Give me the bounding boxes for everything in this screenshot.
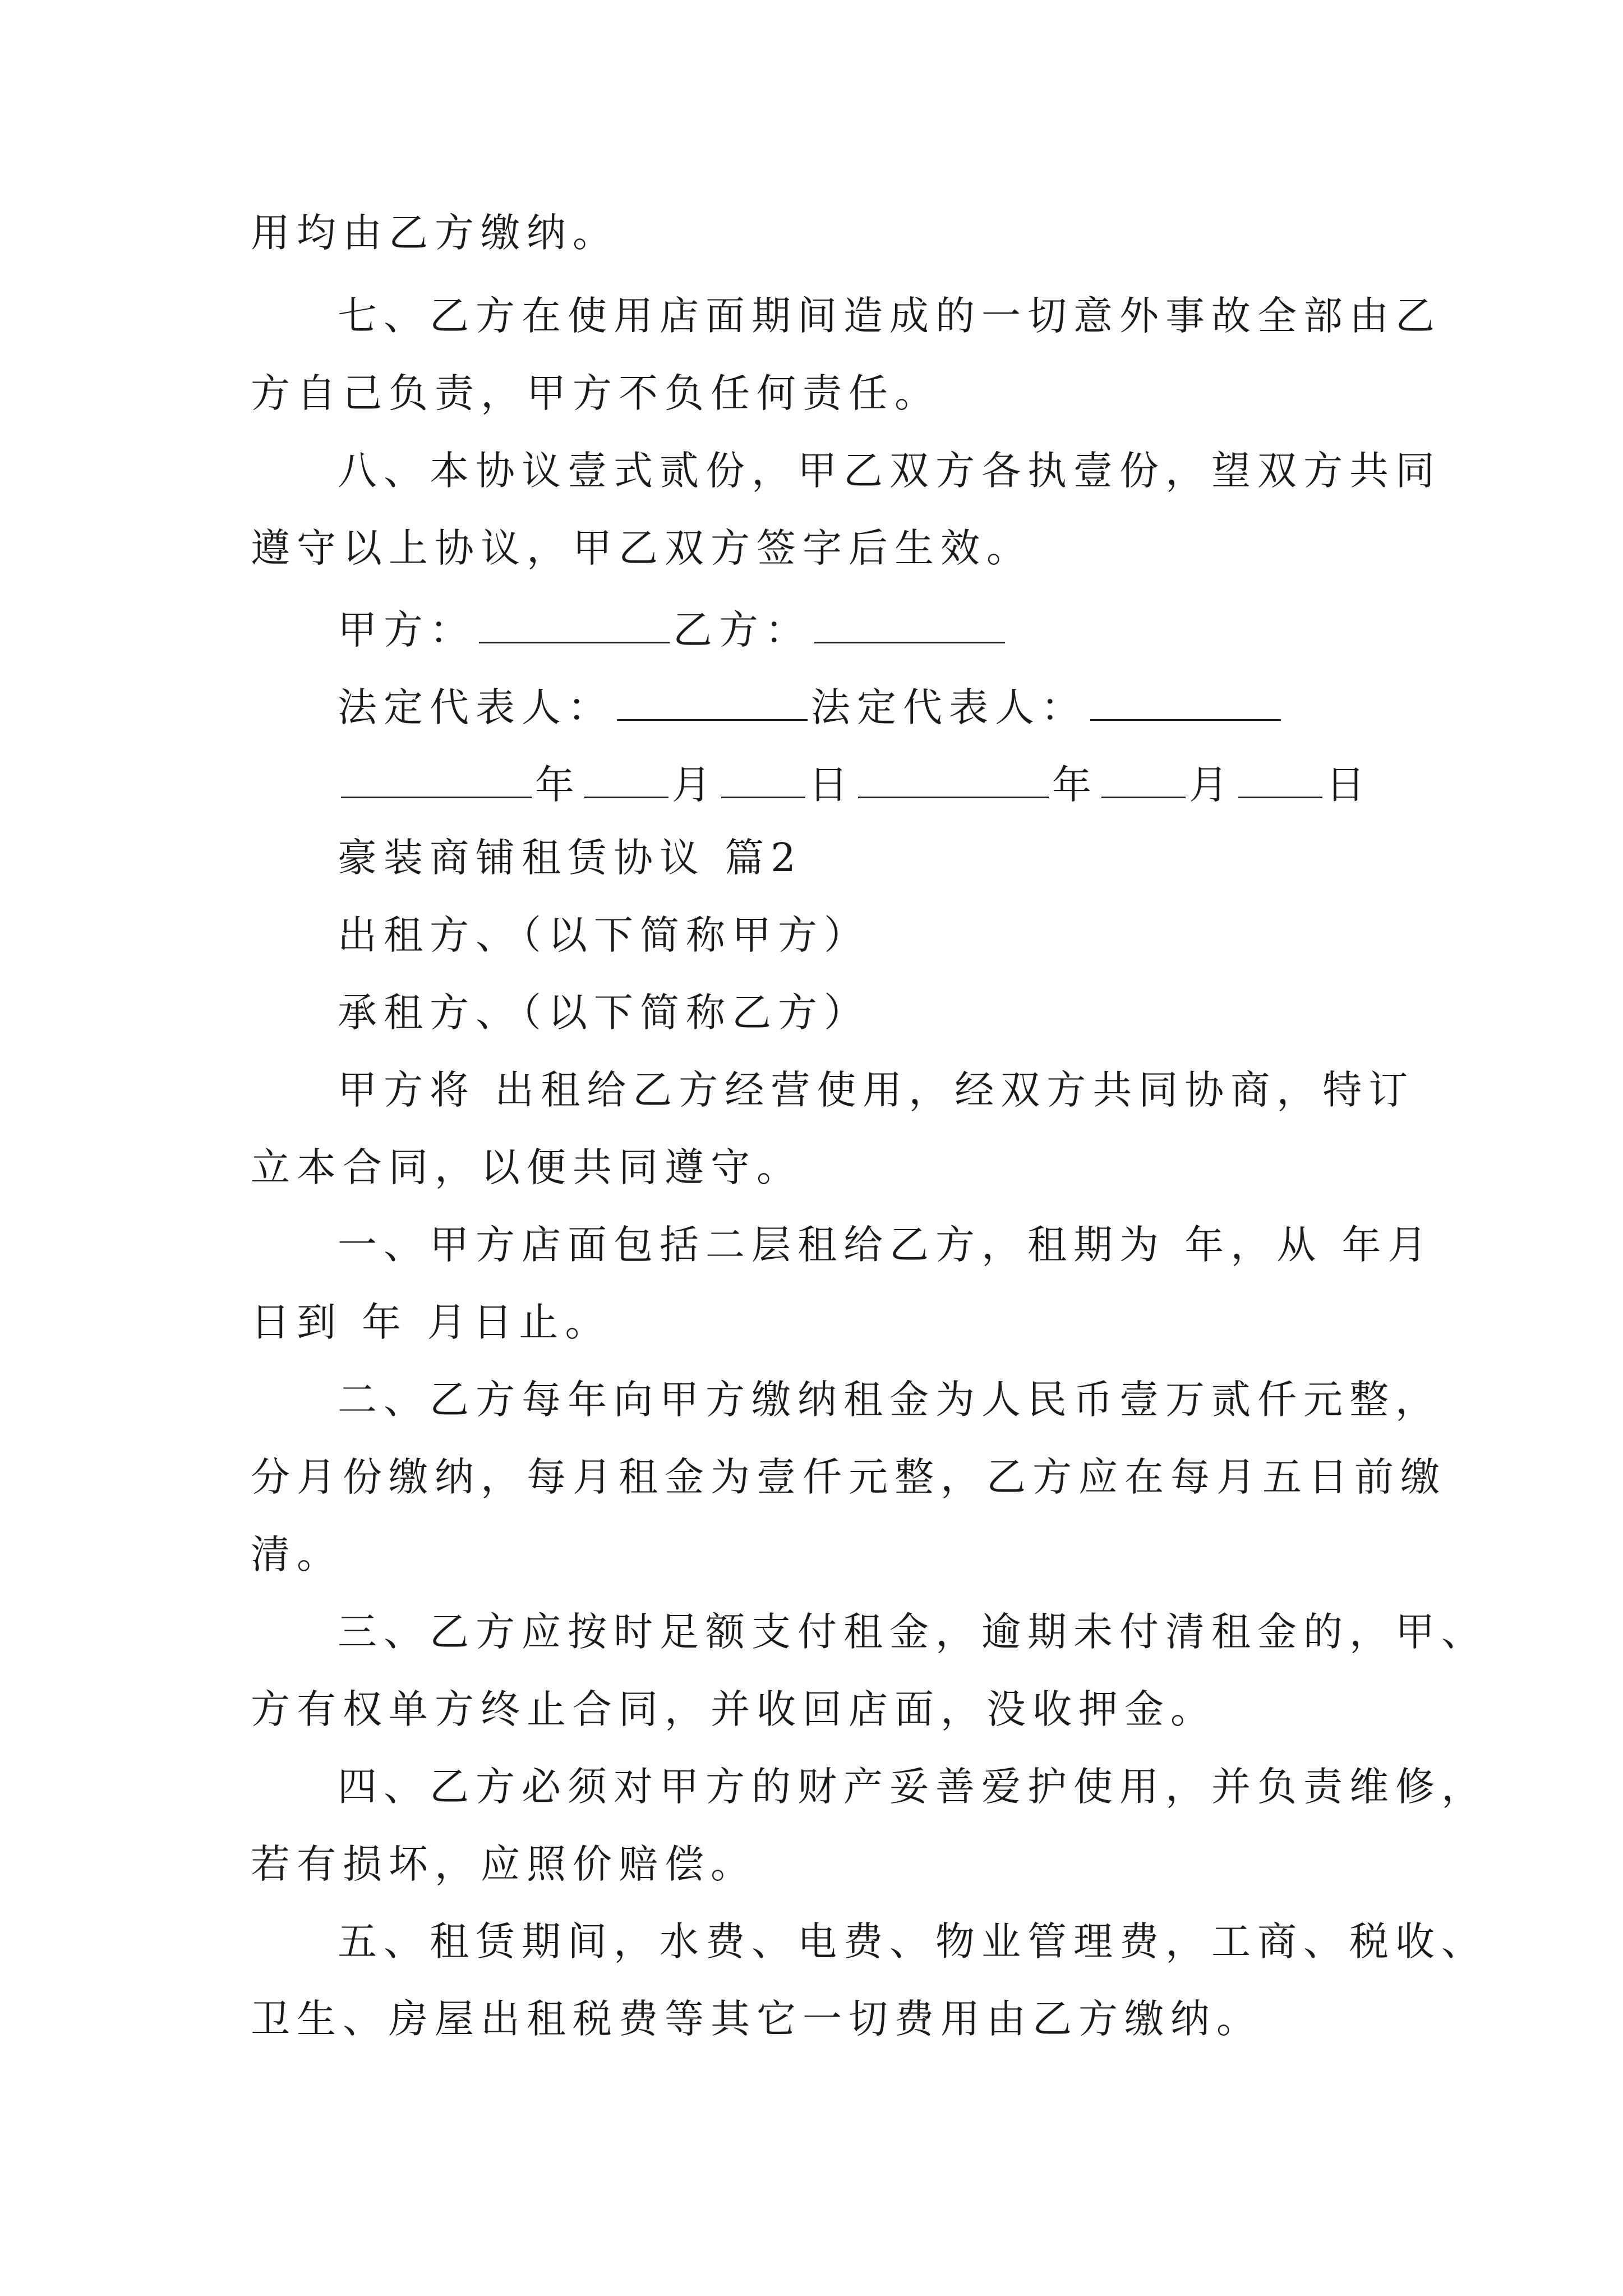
year-a-label: 年 xyxy=(535,762,581,808)
paragraph-line: 出租方、（以下简称甲方） xyxy=(338,912,870,958)
rep-a-blank xyxy=(617,683,808,721)
paragraph-line: 七、乙方在使用店面期间造成的一切意外事故全部由乙 xyxy=(338,293,1441,339)
paragraph-line: 五、租赁期间，水费、电费、物业管理费，工商、税收、 xyxy=(338,1918,1487,1964)
paragraph-line: 方自己负责，甲方不负任何责任。 xyxy=(251,370,940,416)
paragraph-line: 方有权单方终止合同，并收回店面，没收押金。 xyxy=(251,1686,1216,1732)
day-a-blank xyxy=(721,761,805,798)
signature-date-line xyxy=(338,761,1372,808)
rep-b-blank xyxy=(1090,683,1281,721)
paragraph-line: 若有损坏，应照价赔偿。 xyxy=(251,1841,757,1887)
paragraph-line: 用均由乙方缴纳。 xyxy=(251,210,619,256)
rep-b-label: 法定代表人： xyxy=(811,684,1087,730)
signature-parties-line xyxy=(338,606,1008,653)
day-b-label: 日 xyxy=(1326,762,1372,808)
year-b-blank xyxy=(858,761,1049,798)
month-a-blank xyxy=(584,761,668,798)
paragraph-line: 分月份缴纳，每月租金为壹仟元整，乙方应在每月五日前缴 xyxy=(251,1454,1446,1500)
year-b-label: 年 xyxy=(1052,762,1098,808)
party-b-label: 乙方： xyxy=(673,607,811,653)
party-a-blank xyxy=(479,606,670,643)
paragraph-line: 清。 xyxy=(251,1531,343,1577)
paragraph-line: 遵守以上协议，甲乙双方签字后生效。 xyxy=(251,525,1032,571)
day-b-blank xyxy=(1238,761,1322,798)
month-b-label: 月 xyxy=(1189,762,1235,808)
month-a-label: 月 xyxy=(672,762,718,808)
signature-rep-line xyxy=(338,683,1284,730)
paragraph-line: 甲方将 出租给乙方经营使用，经双方共同协商，特订 xyxy=(338,1067,1415,1113)
paragraph-line: 八、本协议壹式贰份，甲乙双方各执壹份，望双方共同 xyxy=(338,448,1441,494)
day-a-label: 日 xyxy=(809,762,855,808)
paragraph-line: 四、乙方必须对甲方的财产妥善爱护使用，并负责维修， xyxy=(338,1764,1487,1810)
paragraph-line: 日到 年 月日止。 xyxy=(251,1299,611,1345)
month-b-blank xyxy=(1101,761,1186,798)
section-title: 豪装商铺租赁协议 篇2 xyxy=(338,835,803,881)
paragraph-line: 立本合同，以便共同遵守。 xyxy=(251,1144,803,1190)
party-a-label: 甲方： xyxy=(338,607,476,653)
paragraph-line: 承租方、（以下简称乙方） xyxy=(338,990,870,1036)
paragraph-line: 二、乙方每年向甲方缴纳租金为人民币壹万贰仟元整， xyxy=(338,1377,1441,1423)
paragraph-line: 三、乙方应按时足额支付租金，逾期未付清租金的，甲、 xyxy=(338,1609,1487,1655)
paragraph-line: 卫生、房屋出租税费等其它一切费用由乙方缴纳。 xyxy=(251,1996,1262,2042)
party-b-blank xyxy=(814,606,1005,643)
year-a-blank xyxy=(341,761,532,798)
rep-a-label: 法定代表人： xyxy=(338,684,614,730)
paragraph-line: 一、甲方店面包括二层租给乙方，租期为 年，从 年月 xyxy=(338,1222,1434,1268)
